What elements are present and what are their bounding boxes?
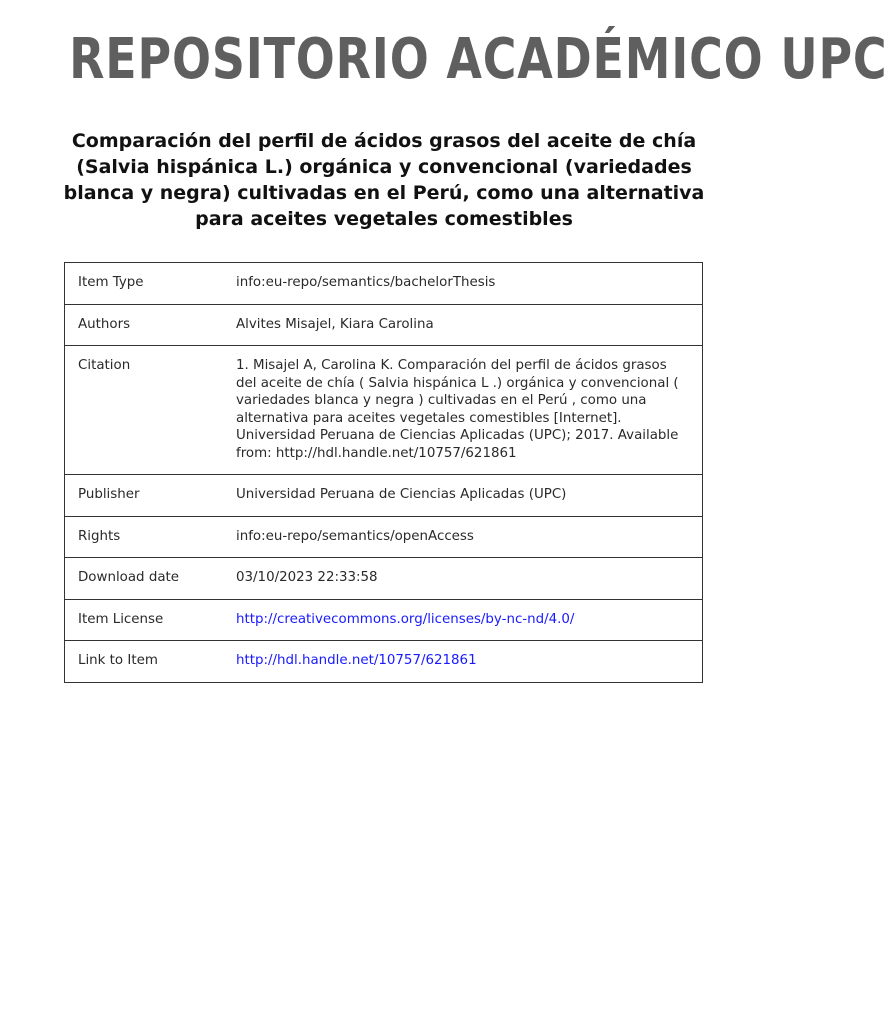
row-label-publisher: Publisher — [65, 475, 226, 517]
row-value-citation: 1. Misajel A, Carolina K. Comparación del perfil de ácidos grasos del aceite de chía ( Salvia hispánica L .) orgánica y convencional ( variedades blanca y negra ) cultivadas en el Perú , como una alternativa para aceites vegetales comestibles [Internet]. Universidad Peruana de Ciencias Aplicadas (UPC); 2017. Available from: http://hdl.handle.net/10757/621861 — [225, 346, 703, 475]
item-link[interactable]: http://hdl.handle.net/10757/621861 — [236, 653, 477, 668]
metadata-table — [64, 262, 703, 683]
table-row — [65, 346, 703, 475]
row-value-link-to-item — [225, 641, 703, 683]
table-row — [65, 558, 703, 600]
row-value-item-license — [225, 599, 703, 641]
table-row — [65, 263, 703, 305]
row-value-publisher: Universidad Peruana de Ciencias Aplicadas (UPC) — [225, 475, 703, 517]
row-label-authors: Authors — [65, 304, 226, 346]
row-label-item-license: Item License — [65, 599, 226, 641]
row-value-download-date: 03/10/2023 22:33:58 — [225, 558, 703, 600]
row-value-item-type: info:eu-repo/semantics/bachelorThesis — [225, 263, 703, 305]
row-value-rights: info:eu-repo/semantics/openAccess — [225, 516, 703, 558]
row-value-authors: Alvites Misajel, Kiara Carolina — [225, 304, 703, 346]
row-label-item-type: Item Type — [65, 263, 226, 305]
row-label-citation: Citation — [65, 346, 226, 475]
table-row — [65, 516, 703, 558]
row-label-link-to-item: Link to Item — [65, 641, 226, 683]
table-row — [65, 641, 703, 683]
document-title: Comparación del perfil de ácidos grasos del aceite de chía (Salvia hispánica L.) orgánica y convencional (variedades blanca y negra) cultivadas en el Perú, como una alternativa para aceites vegetales comestibles — [63, 130, 705, 230]
row-label-rights: Rights — [65, 516, 226, 558]
license-link[interactable]: http://creativecommons.org/licenses/by-nc-nd/4.0/ — [236, 611, 575, 627]
repository-logo: REPOSITORIO ACADÉMICO UPC — [69, 27, 887, 92]
table-row — [65, 599, 703, 641]
table-row — [65, 475, 703, 517]
row-label-download-date: Download date — [65, 558, 226, 600]
table-row — [65, 304, 703, 346]
